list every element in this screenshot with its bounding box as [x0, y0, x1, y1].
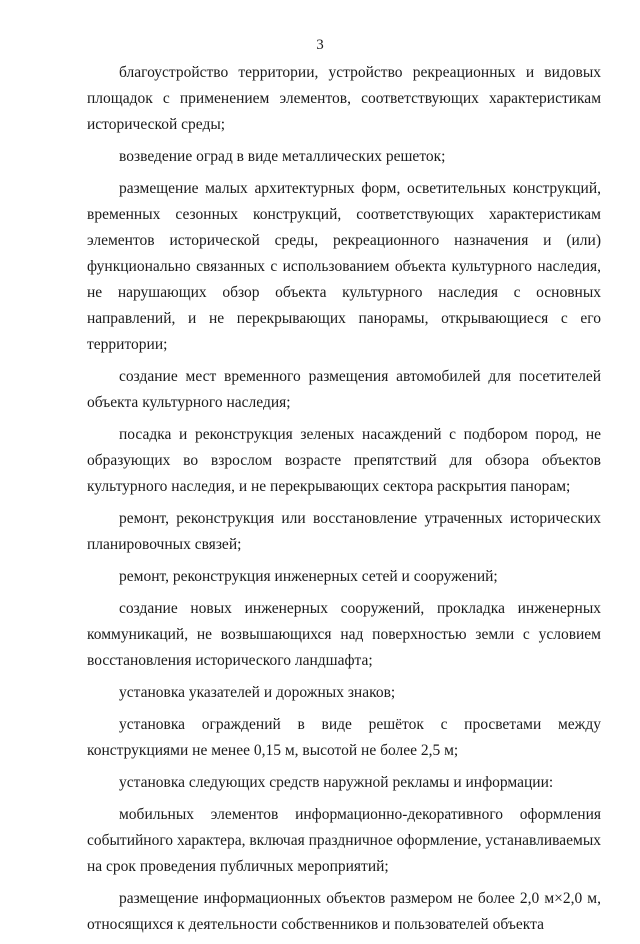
paragraph-fences: возведение оград в виде металлических решеток; — [119, 148, 446, 165]
paragraph-grilles: установка ограждений в виде решёток с просветами между конструкциями не менее 0,15 м, высотой не более 2,5 м; — [87, 716, 601, 759]
document-body — [87, 60, 601, 944]
paragraph-planning-links: ремонт, реконструкция или восстановление утраченных исторических планировочных связей; — [87, 510, 601, 553]
paragraph-engineering-new: создание новых инженерных сооружений, прокладка инженерных коммуникаций, не возвышающихся над поверхностью земли с условием восстановления исторического ландшафта; — [87, 600, 601, 669]
paragraph-landscaping: благоустройство территории, устройство рекреационных и видовых площадок с применением элементов, соответствующих характеристикам исторической среды; — [87, 64, 601, 133]
paragraph-small-forms: размещение малых архитектурных форм, осветительных конструкций, временных сезонных конструкций, соответствующих характеристикам элементов исторической среды, рекреационного назначения и (или) функционально связанных с использованием объекта культурного наследия, не нарушающих обзор объекта культурного наследия с основных направлений, и не перекрывающих панорамы, открывающиеся с его территории; — [87, 180, 601, 353]
paragraph-signs: установка указателей и дорожных знаков; — [119, 684, 396, 701]
page-number: 3 — [316, 37, 324, 53]
paragraph-greenery: посадка и реконструкция зеленых насаждений с подбором пород, не образующих во взрослом возрасте препятствий для обзора объектов культурного наследия, и не перекрывающих сектора раскрытия панорам; — [87, 426, 601, 495]
paragraph-engineering-repair: ремонт, реконструкция инженерных сетей и сооружений; — [119, 568, 498, 585]
paragraph-advertising: установка следующих средств наружной рекламы и информации: — [119, 774, 554, 791]
paragraph-mobile-elements: мобильных элементов информационно-декоративного оформления событийного характера, включая праздничное оформление, устанавливаемых на срок проведения публичных мероприятий; — [87, 806, 601, 875]
paragraph-parking: создание мест временного размещения автомобилей для посетителей объекта культурного наследия; — [87, 368, 601, 411]
paragraph-info-objects: размещение информационных объектов размером не более 2,0 м×2,0 м, относящихся к деятельности собственников и пользователей объекта — [87, 890, 601, 933]
